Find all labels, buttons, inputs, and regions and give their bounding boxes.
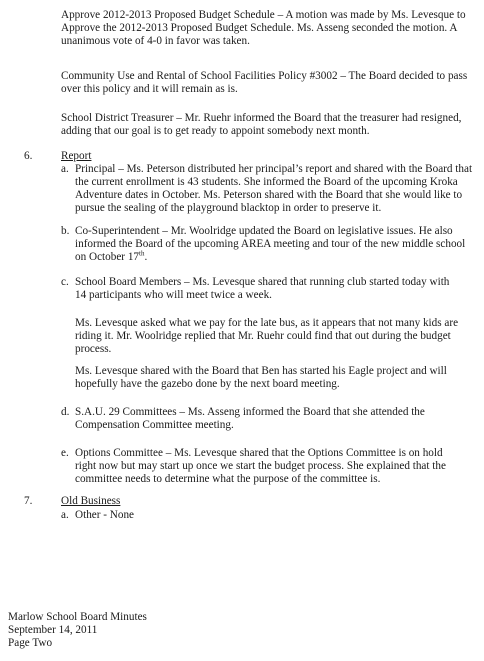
item-6b-date-text: on October 17 [75,251,140,263]
item-6b-letter: b. [61,225,70,237]
budget-schedule-line-2: Approve the 2012-2013 Proposed Budget Schedule. Ms. Asseng seconded the motion. A [61,22,458,34]
budget-schedule-paragraph [61,9,466,48]
item-6a-letter: a. [61,163,69,175]
item-6b-line-3 [75,251,465,264]
item-6d-line-1: S.A.U. 29 Committees – Ms. Asseng informed the Board that she attended the [75,406,425,418]
item-6c-late-bus-paragraph [75,317,458,356]
section-7-title: Old Business [61,495,121,507]
budget-schedule-line-3: unanimous vote of 4-0 in favor was taken. [61,35,250,47]
item-6b-line-1: Co-Superintendent – Mr. Woolridge updated the Board on legislative issues. He also [75,225,453,237]
item-6c-para2-line-2: riding it. Mr. Woolridge replied that Mr. Ruehr could find that out during the budget [75,330,451,342]
item-6c-para2-line-3: process. [75,343,112,355]
facilities-policy-paragraph [61,70,467,96]
item-6a-line-2: the current enrollment is 43 students. She informed the Board of the upcoming Kroka [75,176,458,188]
footer-title: Marlow School Board Minutes [8,611,147,623]
item-6b-date-superscript: th [139,249,145,258]
facilities-policy-line-1: Community Use and Rental of School Facilities Policy #3002 – The Board decided to pass [61,70,468,82]
budget-schedule-line-1: Approve 2012-2013 Proposed Budget Schedule – A motion was made by Ms. Levesque to [61,9,466,21]
item-7a-letter: a. [61,509,69,521]
item-6e-line-2: right now but may start up once we start the budget process. She explained that the [75,460,446,472]
item-6d-letter: d. [61,406,70,418]
item-6c-para3-line-2: hopefully have the gazebo done by the next board meeting. [75,378,340,390]
item-6a-line-4: pursue the sealing of the playground blacktop in order to preserve it. [75,202,382,214]
footer-page: Page Two [8,637,53,649]
item-6b-date-period: . [144,251,148,263]
item-6c-letter: c. [61,276,69,288]
facilities-policy-line-2: over this policy and it will remain as is. [61,83,238,95]
item-7a-text: Other - None [75,509,135,521]
item-6e-letter: e. [61,447,69,459]
section-7-number: 7. [24,495,33,507]
item-6b-line-2: informed the Board of the upcoming AREA meeting and tour of the new middle school [75,238,466,250]
item-6c-eagle-project-paragraph [75,365,447,391]
item-6e-options-committee [75,447,446,486]
item-6c-para3-line-1: Ms. Levesque shared with the Board that Ben has started his Eagle project and will [75,365,447,377]
treasurer-paragraph [61,112,461,138]
item-6a-line-1: Principal – Ms. Peterson distributed her principal’s report and shared with the Board that [75,163,473,175]
treasurer-line-1: School District Treasurer – Mr. Ruehr informed the Board that the treasurer had resigned, [61,112,462,124]
treasurer-line-2: adding that our goal is to get ready to appoint somebody next month. [61,125,370,137]
item-6c-line-1: School Board Members – Ms. Levesque shared that running club started today with [75,276,450,288]
item-6d-line-2: Compensation Committee meeting. [75,419,234,431]
section-6-number: 6. [24,150,33,162]
item-6a-principal [75,163,472,215]
footer [8,611,147,650]
section-6-title: Report [61,150,92,162]
item-6c-board-members [75,276,449,302]
item-6a-line-3: Adventure dates in October. Ms. Peterson shared with the Board that she would like to [75,189,463,201]
footer-date: September 14, 2011 [8,624,98,636]
item-6e-line-3: committee needs to determine what the purpose of the committee is. [75,473,381,485]
item-6c-line-2: 14 participants who will meet twice a week. [75,289,272,301]
item-6b-superintendent [75,225,465,264]
item-6d-sau-committees [75,406,425,432]
item-6e-line-1: Options Committee – Ms. Levesque shared that the Options Committee is on hold [75,447,443,459]
item-6c-para2-line-1: Ms. Levesque asked what we pay for the late bus, as it appears that not many kids are [75,317,459,329]
